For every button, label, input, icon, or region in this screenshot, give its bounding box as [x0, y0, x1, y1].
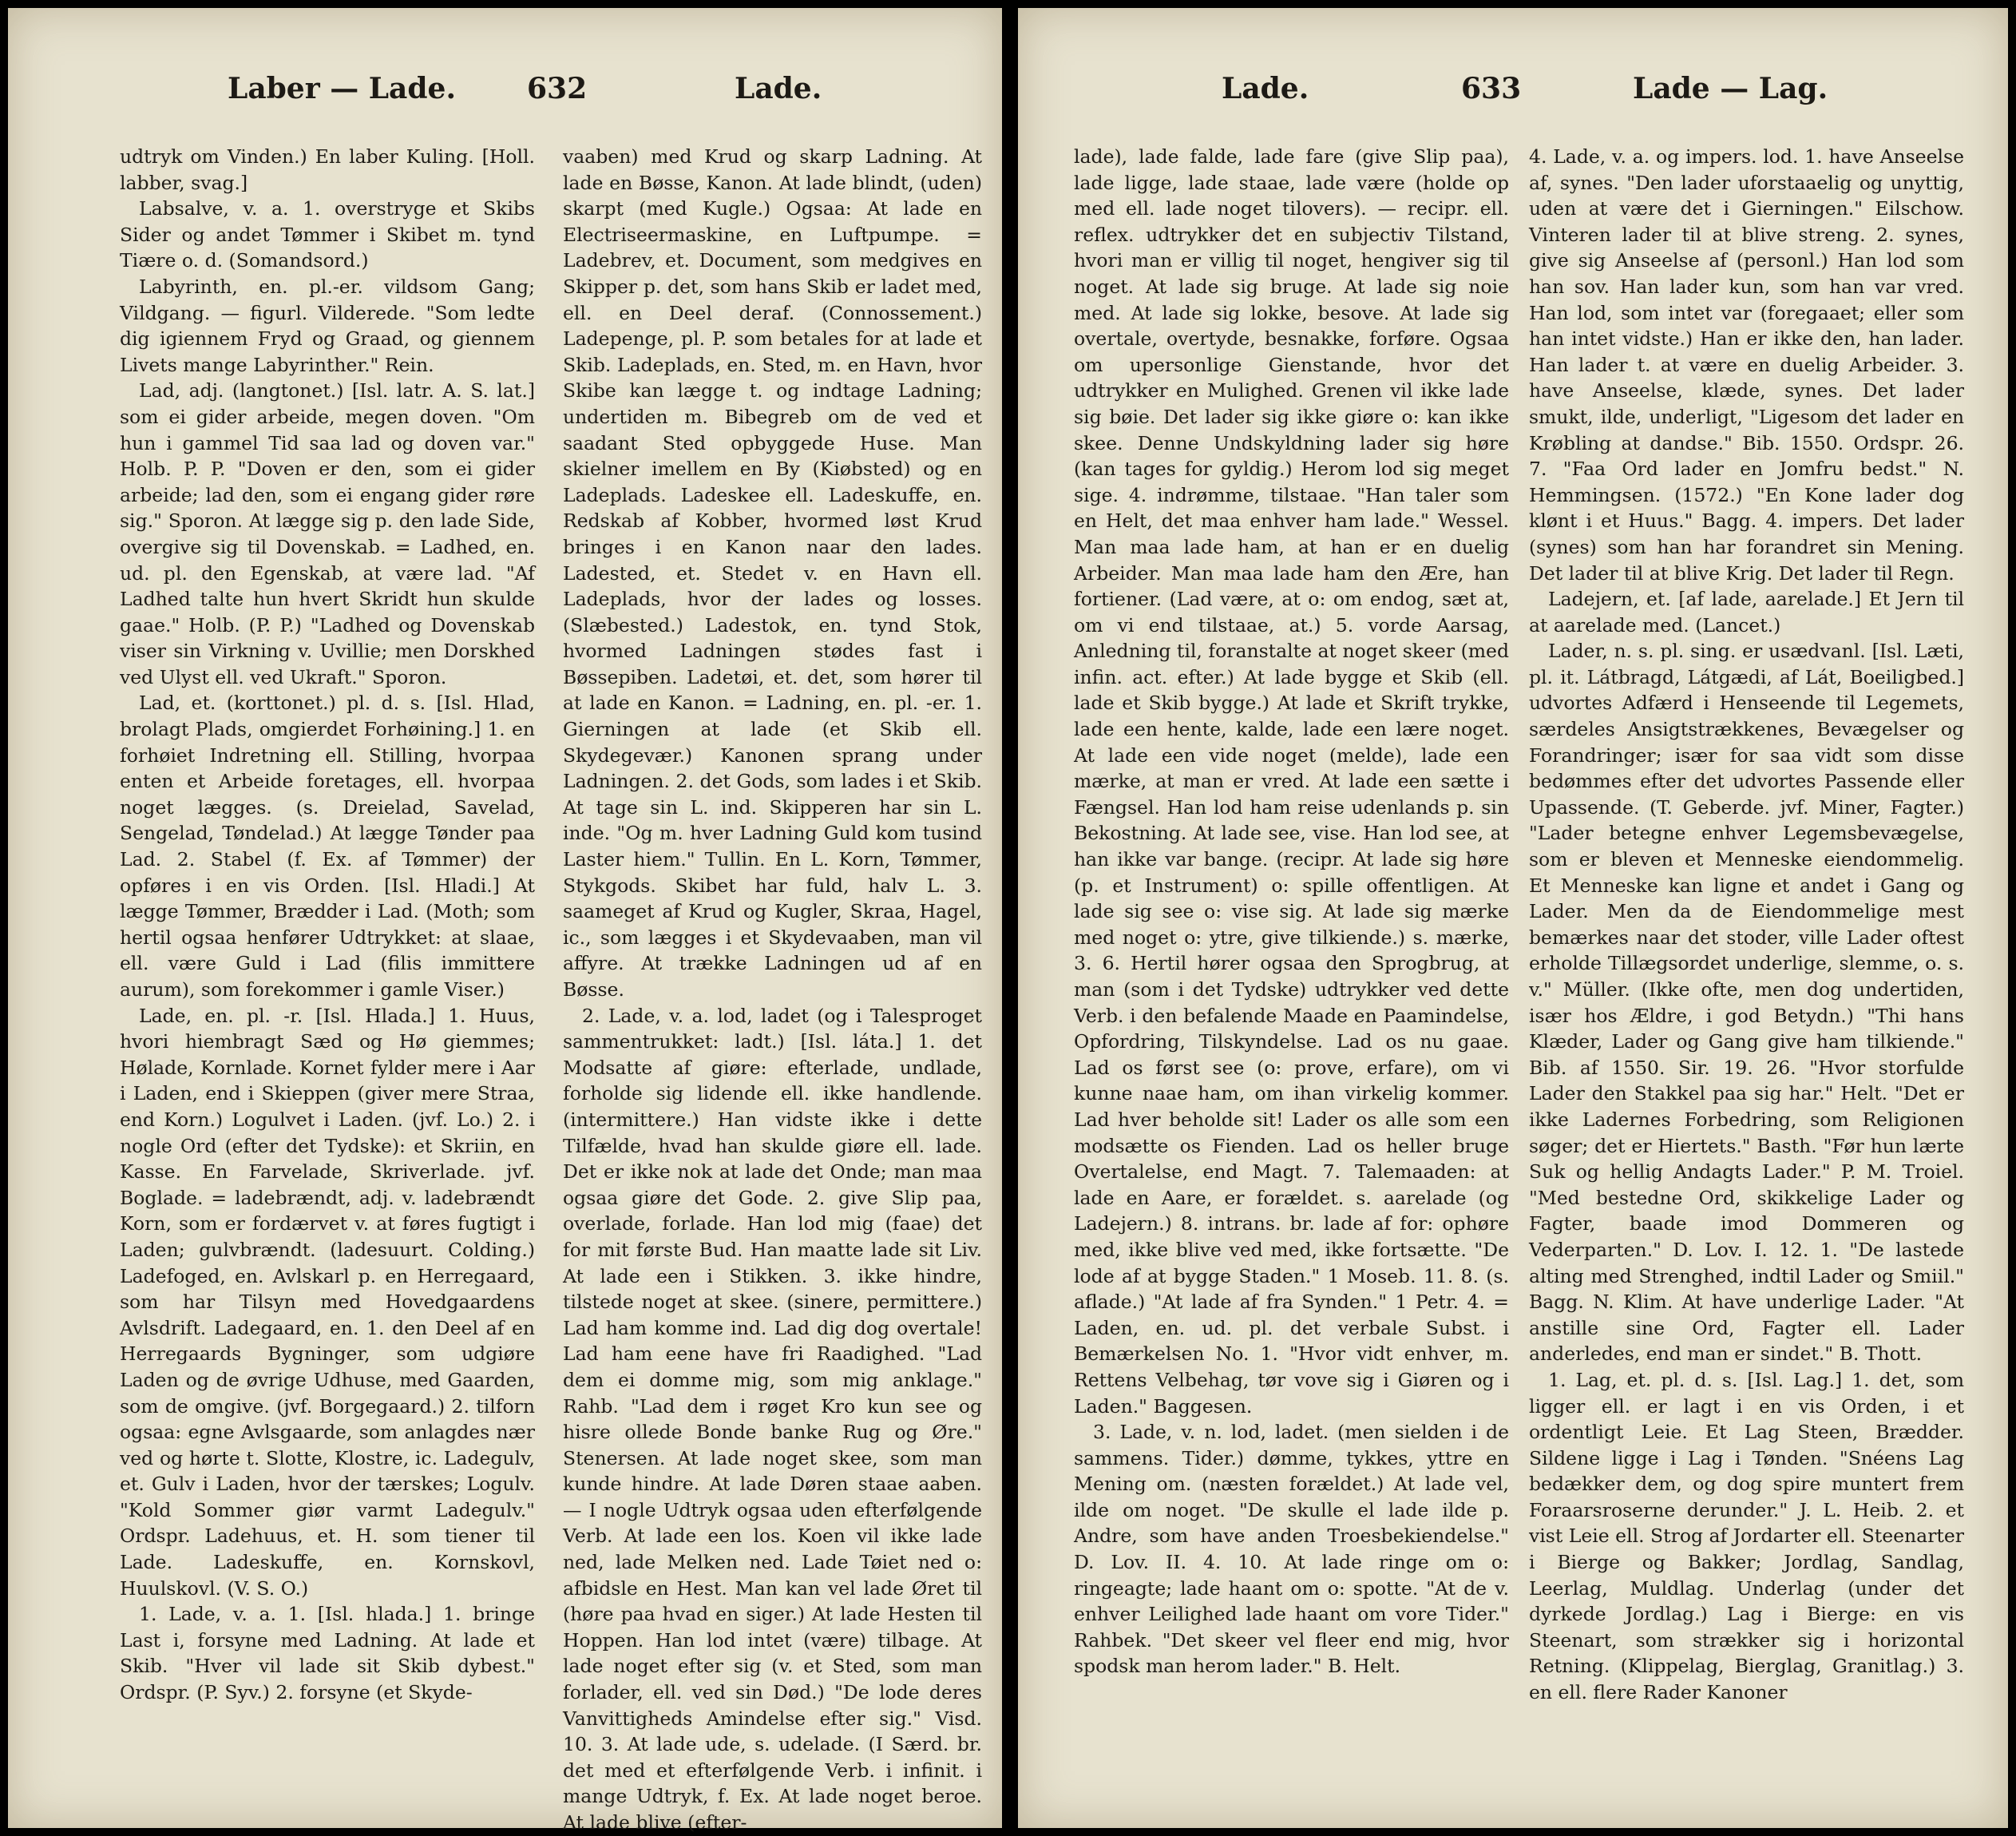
dictionary-entry: Labsalve, v. a. 1. overstryge et Skibs Sider og andet Tømmer i Skibet m. tynd Tiære o. d. (Somandsord.) [120, 197, 535, 272]
dictionary-entry: Lad, adj. (langtonet.) [Isl. latr. A. S. lat.] som ei gider arbeide, megen doven. "Om hun i gammel Tid saa lad og doven var." Holb. P. P. "Doven er den, som ei gider arbeide; lad den, som ei engang gider røre sig." Sporon. At lægge sig p. den lade Side, overgive sig til Dovenskab. = Ladhed, en. ud. pl. den Egenskab, at være lad. "Af Ladhed talte hun hvert Skridt hun skulde gaae." Holb. (P. P.) "Ladhed og Dovenskab viser sin Virkning v. Uvillie; men Dorskhed ved Ulyst ell. ved Ukraft." Sporon. [120, 379, 535, 688]
column-1 [1074, 144, 1509, 1780]
dictionary-entry: 1. Lag, et. pl. d. s. [Isl. Lag.] 1. det, som ligger ell. er lagt i en vis Orden, i et ordentligt Leie. Et Lag Steen, Brædder. Sildene ligge i Lag i Tønden. "Snéens Lag bedækker dem, og dog spire muntert frem Foraarsroserne derunder." J. L. Heib. 2. et vist Leie ell. Strog af Jordarter ell. Steenarter i Bierge og Bakker; Jordlag, Sandlag, Leerlag, Muldlag. Underlag (under det dyrkede Jordlag.) Lag i Bierge: en vis Steenart, som strækker sig i horizontal Retning. (Klippelag, Bierglag, Granitlag.) 3. en ell. flere Rader Kanoner [1529, 1368, 1965, 1704]
dictionary-entry: 2. Lade, v. a. lod, ladet (og i Talesproget sammentrukket: ladt.) [Isl. láta.] 1. det Modsatte af giøre: efterlade, undlade, forholde sig lidende ell. ikke handlende. (intermittere.) Han vidste ikke i dette Tilfælde, hvad han skulde giøre ell. lade. Det er ikke nok at lade det Onde; man maa ogsaa giøre det Gode. 2. give Slip paa, overlade, forlade. Han lod mig (faae) det for mit første Bud. Han maatte lade sit Liv. At lade een i Stikken. 3. ikke hindre, tilstede noget at skee. (sinere, permittere.) Lad ham komme ind. Lad dig dog overtale! Lad ham eene have fri Raadighed. "Lad dem ei domme mig, som mig anklage." Rahb. "Lad dem i røget Kro kun see og hisre ollede Bonde banke Rug og Øre." Stenersen. At lade noget skee, som man kunde hindre. At lade Døren staae aaben. — I nogle Udtryk ogsaa uden efterfølgende Verb. At lade een los. Koen vil ikke lade ned, lade Melken ned. Lade Tøiet ned o: afbidsle en Hest. Man kan vel lade Øret til (høre paa hvad en siger.) At lade Hesten til Hoppen. Han lod intet (være) tilbage. At lade noget efter sig (v. et Sted, som man forlader, ell. ved sin Død.) "De lode deres Vanvittigheds Amindelse efter sig." Visd. 10. 3. At lade ude, s. udelade. (I Særd. br. det med et efterfølgende Verb. i infinit. i mange Udtryk, f. Ex. At lade noget beroe. At lade blive (efter- [563, 1004, 982, 1834]
page-number: 632 [527, 72, 588, 105]
dictionary-entry: Lader, n. s. pl. sing. er usædvanl. [Isl. Læti, pl. it. Látbragd, Látgædi, af Lát, Boeiligbed.] udvortes Adfærd i Henseende til Legemets, særdeles Ansigtstrækkenes, Bevægelser og Forandringer; især for saa vidt som disse bedømmes efter det udvortes Passende eller Upassende. (T. Geberde. jvf. Miner, Fagter.) "Lader betegne enhver Legemsbevægelse, som er bleven et Menneske eiendommelig. Et Menneske kan ligne et andet i Gang og Lader. Men da de Eiendommelige mest bemærkes naar det stoder, ville Lader oftest erholde Tillægsordet underlige, slemme, o. s. v." Müller. (Ikke ofte, men dog undertiden, især hos Ældre, i god Betydn.) "Thi hans Klæder, Lader og Gang give ham tilkiende." Bib. af 1550. Sir. 19. 26. "Hvor storfulde Lader den Stakkel paa sig har." Helt. "Det er ikke Ladernes Forbedring, som Religionen søger; det er Hiertets." Basth. "Før hun lærte Suk og hellig Andagts Lader." P. M. Troiel. "Med bestedne Ord, skikkelige Lader og Fagter, baade imod Dommeren og Vederparten." D. Lov. I. 12. 1. "De lastede alting med Strenghed, indtil Lader og Smiil." Bagg. N. Klim. At have underlige Lader. "At anstille sine Ord, Fagter ell. Lader anderledes, end man er sindet." B. Thott. [1529, 640, 1964, 1366]
dictionary-entry: 1. Lade, v. a. 1. [Isl. hlada.] 1. bringe Last i, forsyne med Ladning. At lade et Skib. "Hver vil lade sit Skib dybest." Ordspr. (P. Syv.) 2. forsyne (et Skyde- [120, 1603, 535, 1704]
column-2 [1529, 144, 1964, 1780]
dictionary-entry: vaaben) med Krud og skarp Ladning. At lade en Bøsse, Kanon. At lade blindt, (uden) skarpt (med Kugle.) Ogsaa: At lade en Electriseermaskine, en Luftpumpe. = Ladebrev, et. Document, som medgives en Skipper p. det, som hans Skib er ladet med, ell. en Deel deraf. (Connossement.) Ladepenge, pl. P. som betales for at lade et Skib. Ladeplads, en. Sted, m. en Havn, hvor Skibe kan lægge t. og indtage Ladning; undertiden m. Bibegreb om de ved et saadant Sted opbyggede Huse. Man skielner imellem en By (Kiøbsted) og en Ladeplads. Ladeskee ell. Ladeskuffe, en. Redskab af Kobber, hvormed løst Krud bringes i en Kanon naar den lades. Ladested, et. Stedet v. en Havn ell. Ladeplads, hvor der lades og losses. (Slæbested.) Ladestok, en. tynd Stok, hvormed Ladningen stødes fast i Bøssepiben. Ladetøi, et. det, som hører til at lade en Kanon. = Ladning, en. pl. -er. 1. Gierningen at lade (et Skib ell. Skydegevær.) Kanonen sprang under Ladningen. 2. det Gods, som lades i et Skib. At tage sin L. ind. Skipperen har sin L. inde. "Og m. hver Ladning Guld kom tusind Laster hiem." Tullin. En L. Korn, Tømmer, Stykgods. Skibet har fuld, halv L. 3. saameget af Krud og Kugler, Skraa, Hagel, ic., som lægges i et Skydevaaben, man vil affyre. At trække Ladningen ud af en Bøsse. [563, 145, 982, 1001]
dictionary-entry: Labyrinth, en. pl.-er. vildsom Gang; Vildgang. — figurl. Vilderede. "Som ledte dig igiennem Fryd og Graad, og giennem Livets mange Labyrinther." Rein. [120, 275, 535, 376]
column-1 [120, 144, 535, 1780]
running-head [1018, 72, 2008, 120]
dictionary-entry: 4. Lade, v. a. og impers. lod. 1. have Anseelse af, synes. "Den lader uforstaaelig og unyttig, uden at være det i Gierningen." Eilschow. Vinteren lader til at blive streng. 2. synes, give sig Anseelse af (personl.) Han lod som han sov. Han lader kun, som han var vred. Han lod, som intet var (foregaaet; eller som han intet vidste.) Han er ikke den, han lader. Han lader t. at være en duelig Arbeider. 3. have Anseelse, klædе, synes. Det lader smukt, ilde, underligt, "Ligesom det lader en Krøbling at dandse." Bib. 1550. Ordspr. 26. 7. "Faa Ord lader en Jomfru bedst." N. Hemmingsen. (1572.) "En Kone lader dog klønt i et Huus." Bagg. 4. impers. Det lader (synes) som han har forandret sin Mening. Det lader til at blive Krig. Det lader til Regn. [1529, 145, 1964, 585]
page-number: 633 [1461, 72, 1522, 105]
column-2 [563, 144, 982, 1834]
dictionary-entry: Ladejern, et. [af lade, aarelade.] Et Jern til at aarelade med. (Lancet.) [1529, 588, 1964, 636]
head-right: Lade. [735, 72, 822, 105]
dictionary-entry: Lad, et. (korttonet.) pl. d. s. [Isl. Hlad, brolagt Plads, omgierdet Forhøining.] 1. en forhøiet Indretning ell. Stilling, hvorpaa enten et Arbeide foretages, ell. hvorpaa noget lægges. (s. Dreielad, Savelad, Sengelad, Tøndelad.) At lægge Tønder paa Lad. 2. Stabel (f. Ex. af Tømmer) der opføres i en vis Orden. [Isl. Hladi.] At lægge Tømmer, Brædder i Lad. (Moth; som hertil ogsaa henfører Udtrykket: at slaae, ell. være Guld i Lad (filis immittere aurum), som forekommer i gamle Viser.) [120, 692, 535, 1001]
head-right: Lade — Lag. [1633, 72, 1828, 105]
right-page [1018, 8, 2008, 1828]
dictionary-entry: 3. Lade, v. n. lod, ladet. (men sielden i de sammens. Tider.) dømme, tykkes, yttre en Mening om. (næsten forældet.) At lade vel, ilde om noget. "De skulle el lade ilde p. Andre, som have anden Troesbekiendelse." D. Lov. II. 4. 10. At lade ringe om o: ringeagte; lade haant om o: spotte. "At de v. enhver Leilighed lade haant om vore Tider." Rahbek. "Det skeer vel fleer end mig, hvor spodsk man herom lader." B. Helt. [1074, 1421, 1509, 1678]
left-page [8, 8, 1002, 1834]
dictionary-entry: Lade, en. pl. -r. [Isl. Hlada.] 1. Huus, hvori hiembragt Sæd og Hø giemmes; Hølade, Kornlade. Kornet fylder mere i Aar i Laden, end i Skieppen (giver mere Straa, end Korn.) Logulvet i Laden. (jvf. Lo.) 2. i nogle Ord (efter det Tydske): et Skriin, en Kasse. En Farvelade, Skriverlade. jvf. Boglade. = ladebrændt, adj. v. ladebrændt Korn, som er fordærvet v. at føres fugtigt i Laden; gulvbrændt. (ladesuurt. Colding.) Ladefoged, en. Avlskarl p. en Herregaard, som har Tilsyn med Hovedgaardens Avlsdrift. Ladegaard, en. 1. den Deel af en Herregaards Bygninger, som udgiøre Laden og de øvrige Udhuse, med Gaarden, som de omgive. (jvf. Borgegaard.) 2. tilforn ogsaa: egne Avlsgaarde, som anlagdes nær ved og hørte t. Slotte, Klostre, ic. Ladegulv, et. Gulv i Laden, hvor der tærskes; Logulv. "Kold Sommer giør varmt Ladegulv." Ordspr. Ladehuus, et. H. som tiener til Lade. Ladeskuffe, en. Kornskovl, Huulskovl. (V. S. O.) [120, 1004, 535, 1600]
running-head [8, 72, 1002, 120]
head-left: Lade. [1222, 72, 1309, 105]
head-left: Laber — Lade. [228, 72, 456, 105]
dictionary-entry: lade), lade falde, lade fare (give Slip paa), lade ligge, lade staae, lade være (holde op med ell. lade noget tilovers). — recipr. ell. reflex. udtrykker det en subjectiv Tilstand, hvori man er villig til noget, hengiver sig til noget. At lade sig bruge. At lade sig noie med. At lade sig lokke, besove. At lade sig overtale, overtyde, besnakke, forføre. Ogsaa om upersonlige Gienstande, hvor det udtrykker en Mulighed. Grenen vil ikke lade sig bøie. Det lader sig ikke giøre o: kan ikke skee. Denne Undskyldning lader sig høre (kan tages for gyldig.) Herom lod sig meget sige. 4. indrømme, tilstaae. "Han taler som en Helt, det maa enhver ham lade." Wessel. Man maa lade ham, at han er en duelig Arbeider. Man maa lade ham den Ære, han fortiener. (Lad være, at o: om endog, sæt at, om vi end tilstaae, at.) 5. vorde Aarsag, Anledning til, foranstalte at noget skeer (med infin. act. efter.) At lade bygge et Skib (ell. lade et Skib bygge.) At lade et Skrift trykke, lade een hente, kalde, lade een lære noget. At lade een vide noget (melde), lade een mærke, at man er vred. At lade een sætte i Fængsel. Han lod ham reise udenlands p. sin Bekostning. At lade see, vise. Han lod see, at han ikke var bange. (recipr. At lade sig høre (p. et Instrument) o: spille offentligen. At lade sig see o: vise sig. At lade sig mærke med noget o: ytre, give tilkiende.) s. mærke, 3. 6. Hertil hører ogsaa den Sprogbrug, at man (som i det Tydske) udtrykker ved dette Verb. i den befalende Maade en Paamindelse, Opfordring, Tilskyndelse. Lad os nu gaae. Lad os først see (o: prove, erfare), om vi kunne naae ham, om ihan virkelig kommer. Lad hver beholde sit! Lader os alle som een modsætte os Fienden. Lad os heller bruge Overtalelse, end Magt. 7. Talemaaden: at lade en Aare, er forældet. s. aarelade (og Ladejern.) 8. intrans. br. lade af for: ophøre med, ikke blive ved med, ikke fortsætte. "De lode af at bygge Staden." 1 Mosеb. 11. 8. (s. aflade.) "At lade af fra Synden." 1 Petr. 4. = Laden, en. ud. pl. det verbale Subst. i Bemærkelsen No. 1. "Hvor vidt enhver, m. Rettens Velbehag, tør vove sig i Giøren og i Laden." Baggesen. [1074, 145, 1509, 1418]
dictionary-entry: udtryk om Vinden.) En laber Kuling. [Holl. labber, svag.] [120, 145, 535, 194]
